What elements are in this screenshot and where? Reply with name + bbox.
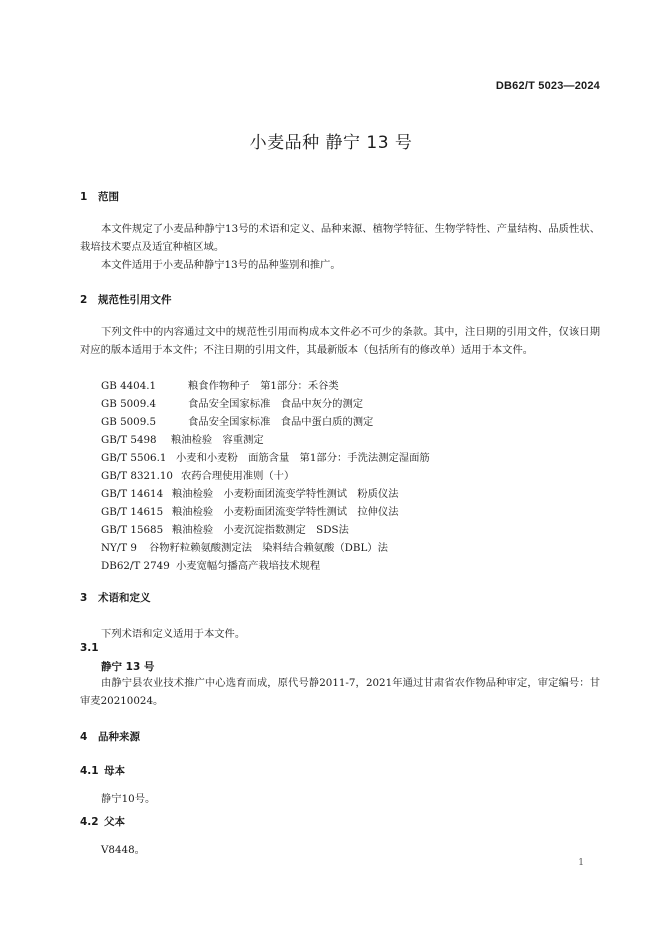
reference-item (101, 539, 388, 557)
reference-title: 粮油检验 小麦粉面团流变学特性测试 拉伸仪法 (172, 506, 399, 518)
reference-code: GB 4404.1 (101, 380, 157, 392)
section-number: 1 (80, 191, 88, 203)
reference-item (101, 377, 339, 395)
section-title: 术语和定义 (98, 592, 151, 604)
reference-title: 食品安全国家标准 食品中灰分的测定 (188, 398, 364, 410)
reference-code: GB 5009.5 (101, 416, 157, 428)
term-definition: 由静宁县农业技术推广中心选育而成，原代号静2011-7，2021年通过甘肃省农作物品种审定，审定编号：甘审麦20210024。 (80, 677, 600, 707)
father-parent-text: V8448。 (101, 844, 145, 856)
reference-code: GB/T 14614 (101, 488, 164, 500)
section-1-paragraph-1: 本文件规定了小麦品种静宁13号的术语和定义、品种来源、植物学特征、生物学特性、产量结构、品质性状、栽培技术要点及适宜种植区域。 (80, 223, 600, 253)
section-4-heading (80, 729, 140, 744)
reference-code: NY/T 9 (101, 542, 137, 554)
reference-item (101, 503, 399, 521)
section-number: 4 (80, 731, 88, 743)
section-number: 3 (80, 592, 88, 604)
reference-item (101, 431, 264, 449)
reference-code: GB/T 15685 (101, 524, 164, 536)
subsection-number: 4.2 (80, 816, 99, 828)
term-name: 静宁 13 号 (101, 661, 155, 673)
reference-title: 粮油检验 容重测定 (171, 434, 264, 446)
standard-code: DB62/T 5023—2024 (495, 80, 600, 92)
reference-code: GB/T 14615 (101, 506, 164, 518)
reference-code: GB/T 5506.1 (101, 452, 167, 464)
reference-code: GB/T 5498 (101, 434, 157, 446)
section-3-heading (80, 590, 151, 605)
mother-parent-text: 静宁10号。 (101, 793, 156, 805)
section-title: 范围 (98, 191, 119, 203)
reference-title: 农药合理使用准则（十） (181, 470, 295, 482)
reference-item (101, 413, 373, 431)
reference-item (101, 521, 349, 539)
reference-title: 小麦和小麦粉 面筋含量 第1部分：手洗法测定湿面筋 (176, 452, 430, 464)
subsection-4-2-heading (80, 814, 125, 829)
section-3-intro: 下列术语和定义适用于本文件。 (101, 628, 246, 640)
subsection-4-1-heading (80, 763, 125, 778)
subsection-title: 父本 (104, 816, 125, 828)
section-title: 规范性引用文件 (98, 294, 172, 306)
section-2-intro: 下列文件中的内容通过文中的规范性引用而构成本文件必不可少的条款。其中，注日期的引用文件，仅该日期对应的版本适用于本文件；不注日期的引用文件，其最新版本（包括所有的修改单）适用于本文件。 (80, 326, 600, 356)
subsection-number: 4.1 (80, 765, 99, 777)
reference-item (101, 557, 320, 575)
reference-title: 粮食作物种子 第1部分：禾谷类 (188, 380, 339, 392)
reference-item (101, 395, 363, 413)
reference-item (101, 467, 294, 485)
reference-title: 粮油检验 小麦沉淀指数测定 SDS法 (172, 524, 349, 536)
reference-title: 小麦宽幅匀播高产栽培技术规程 (176, 560, 321, 572)
reference-code: GB 5009.4 (101, 398, 157, 410)
document-title: 小麦品种 静宁 13 号 (249, 133, 413, 153)
reference-title: 粮油检验 小麦粉面团流变学特性测试 粉质仪法 (172, 488, 399, 500)
subsection-title: 母本 (104, 765, 125, 777)
reference-item (101, 449, 430, 467)
section-2-heading (80, 292, 172, 307)
section-1-heading (80, 189, 119, 204)
section-1-paragraph-2: 本文件适用于小麦品种静宁13号的品种鉴别和推广。 (101, 259, 341, 271)
reference-item (101, 485, 399, 503)
term-number: 3.1 (80, 642, 99, 654)
section-number: 2 (80, 294, 88, 306)
reference-title: 谷物籽粒赖氨酸测定法 染料结合赖氨酸（DBL）法 (149, 542, 388, 554)
page-number: 1 (578, 858, 584, 868)
reference-code: GB/T 8321.10 (101, 470, 173, 482)
reference-code: DB62/T 2749 (101, 560, 170, 572)
section-title: 品种来源 (98, 731, 140, 743)
reference-title: 食品安全国家标准 食品中蛋白质的测定 (188, 416, 374, 428)
